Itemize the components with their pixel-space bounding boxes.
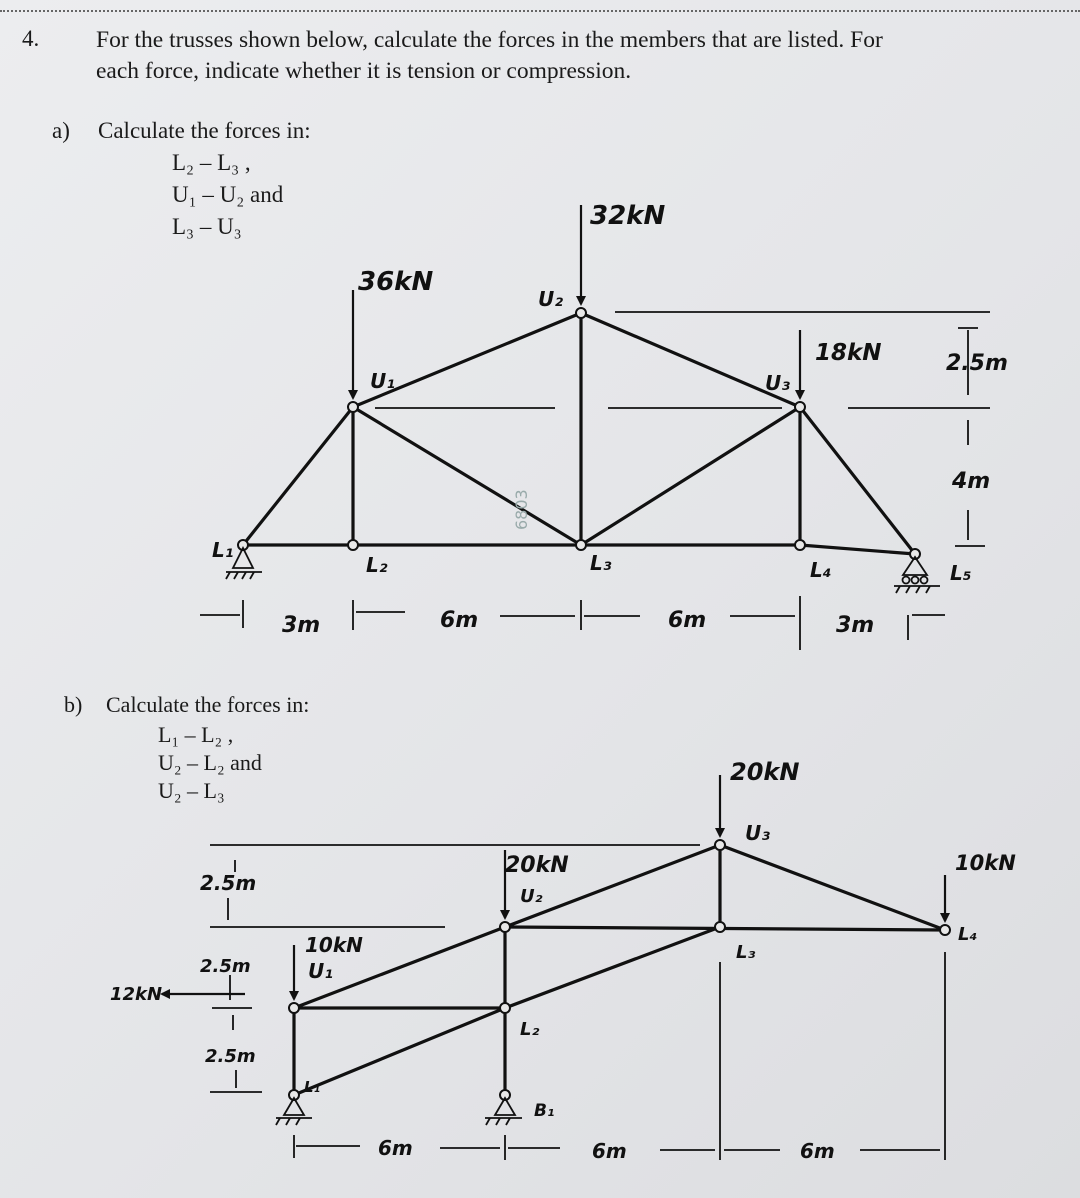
- label-b-l3: L₃: [736, 942, 756, 963]
- truss-a-dim-2-5m: 2.5m: [946, 351, 1008, 376]
- part-b-prompt: Calculate the forces in:: [106, 692, 310, 717]
- truss-a-member-l3-u3: [581, 407, 800, 545]
- label-b-b1: B₁: [534, 1101, 555, 1121]
- watermark-text: 6803: [512, 489, 531, 530]
- joint-b-u1: [289, 1003, 299, 1013]
- label-b-l2: L₂: [520, 1019, 540, 1040]
- label-b-u1: U₁: [308, 959, 333, 983]
- truss-b-dim-2-5m-top: 2.5m: [200, 871, 257, 895]
- part-b-member-3: U₂ – L₃: [158, 778, 225, 803]
- truss-a-dim-3m-left: 3m: [282, 613, 321, 638]
- label-b-u3: U₃: [745, 821, 770, 845]
- truss-b-member-l2-l3: [505, 927, 720, 1008]
- truss-b-load-20kn-u2: 20kN: [505, 853, 569, 878]
- part-a-member-3: L₃ – U₃: [172, 214, 242, 239]
- joint-b-u2: [500, 922, 510, 932]
- truss-b-load-10kn-l4: 10kN: [955, 851, 1016, 875]
- label-b-u2: U₂: [520, 886, 543, 907]
- truss-a-load-18kn: 18kN: [815, 340, 882, 366]
- part-b-member-2: U₂ – L₂ and: [158, 750, 262, 775]
- truss-a-member-u3-l5: [800, 407, 915, 554]
- joint-b-u3: [715, 840, 725, 850]
- joint-b-l2: [500, 1003, 510, 1013]
- truss-a-bottom-chord-end: [800, 545, 915, 554]
- label-u2: U₂: [538, 287, 563, 311]
- joint-l3: [576, 540, 586, 550]
- part-a-member-2: U₁ – U₂ and: [172, 182, 284, 207]
- truss-a-member-l1-u1: [243, 407, 353, 545]
- joint-l4: [795, 540, 805, 550]
- problem-statement-line-1: For the trusses shown below, calculate the forces in the members that are listed. For: [96, 27, 883, 53]
- truss-b-load-20kn-u3: 20kN: [730, 758, 800, 786]
- truss-b-dim-6m-3: 6m: [800, 1139, 835, 1163]
- problem-number: 4.: [22, 26, 40, 51]
- part-a-prompt: Calculate the forces in:: [98, 118, 311, 143]
- truss-a-load-36kn: 36kN: [358, 267, 434, 297]
- truss-a-dim-3m-right: 3m: [836, 613, 875, 638]
- truss-b-dim-2-5m-bottom: 2.5m: [205, 1046, 256, 1067]
- label-l4: L₄: [810, 558, 832, 582]
- joint-l2: [348, 540, 358, 550]
- truss-b-pin-support-l1: [276, 1098, 312, 1125]
- label-b-l1: L₁: [304, 1078, 321, 1096]
- problem-statement-line-2: each force, indicate whether it is tension or compression.: [96, 58, 632, 84]
- part-a-label: a): [52, 118, 70, 143]
- truss-a-roller-support-l5: [894, 557, 940, 593]
- truss-b-support-b1: [485, 1098, 522, 1125]
- label-l1: L₁: [212, 538, 234, 562]
- joint-u1: [348, 402, 358, 412]
- joint-b-l4: [940, 925, 950, 935]
- label-l3: L₃: [590, 551, 612, 575]
- truss-b-members: [294, 845, 945, 1095]
- truss-b-member-l1-l2: [294, 1008, 505, 1095]
- label-u1: U₁: [370, 369, 395, 393]
- label-l5: L₅: [950, 561, 972, 585]
- truss-a-dim-6m-left: 6m: [440, 608, 479, 633]
- truss-a-dim-4m: 4m: [952, 469, 991, 494]
- joint-u3: [795, 402, 805, 412]
- truss-b-member-u3-l4: [720, 845, 945, 930]
- part-a-member-1: L₂ – L₃ ,: [172, 150, 251, 175]
- part-b-label: b): [64, 692, 83, 717]
- truss-a-dim-6m-right: 6m: [668, 608, 707, 633]
- truss-b-dim-6m-1: 6m: [378, 1136, 413, 1160]
- joint-b-l3: [715, 922, 725, 932]
- truss-a-member-u1-l3: [353, 407, 581, 545]
- truss-b-dim-6m-2: 6m: [592, 1139, 627, 1163]
- joint-u2: [576, 308, 586, 318]
- part-b-member-1: L₁ – L₂ ,: [158, 722, 234, 747]
- truss-a-load-32kn: 32kN: [590, 201, 666, 231]
- truss-b-dim-2-5m-mid: 2.5m: [200, 956, 251, 977]
- truss-b-joints: [289, 840, 950, 1100]
- truss-b-load-10kn-u1: 10kN: [305, 933, 363, 957]
- label-b-l4: L₄: [958, 924, 978, 945]
- truss-b-load-12kn: 12kN: [110, 984, 163, 1005]
- label-u3: U₃: [765, 371, 790, 395]
- label-l2: L₂: [366, 553, 388, 577]
